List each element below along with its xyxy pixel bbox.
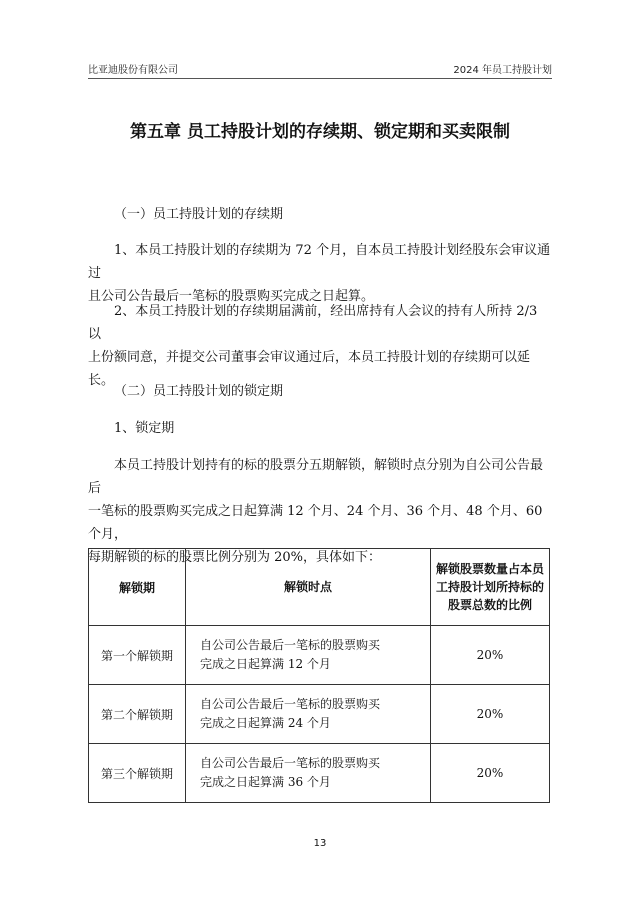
cell-time: 自公司公告最后一笔标的股票购买 完成之日起算满 36 个月 xyxy=(186,744,431,803)
cell-ratio: 20% xyxy=(431,626,550,685)
col-header-time: 解锁时点 xyxy=(186,549,431,626)
col-header-ratio: 解锁股票数量占本员 工持股计划所持标的 股票总数的比例 xyxy=(431,549,550,626)
section1-para2: 2、本员工持股计划的存续期届满前，经出席持有人会议的持有人所持 2/3 以 上份额同意，并提交公司董事会审议通过后，本员工持股计划的存续期可以延长。 xyxy=(88,304,538,388)
cell-period: 第一个解锁期 xyxy=(89,626,186,685)
col-header-period: 解锁期 xyxy=(89,549,186,626)
table-header-row xyxy=(89,549,550,626)
table-row xyxy=(89,626,550,685)
chapter-title: 第五章 员工持股计划的存续期、锁定期和买卖限制 xyxy=(130,122,510,142)
header-rule xyxy=(88,78,552,79)
cell-ratio: 20% xyxy=(431,685,550,744)
header-doc-title: 2024 年员工持股计划 xyxy=(453,65,552,76)
header-company: 比亚迪股份有限公司 xyxy=(88,65,178,76)
cell-period: 第三个解锁期 xyxy=(89,744,186,803)
table-row xyxy=(89,685,550,744)
section1-para1: 1、本员工持股计划的存续期为 72 个月，自本员工持股计划经股东会审议通过 且公司公告最后一笔标的股票购买完成之日起算。 xyxy=(88,243,551,304)
section2-subheading: 1、锁定期 xyxy=(114,421,175,436)
cell-period: 第二个解锁期 xyxy=(89,685,186,744)
cell-time: 自公司公告最后一笔标的股票购买 完成之日起算满 12 个月 xyxy=(186,626,431,685)
section2-heading: （二）员工持股计划的锁定期 xyxy=(114,384,284,399)
table-row xyxy=(89,744,550,803)
unlock-schedule-table xyxy=(88,548,550,803)
cell-time: 自公司公告最后一笔标的股票购买 完成之日起算满 24 个月 xyxy=(186,685,431,744)
page-header xyxy=(88,60,552,76)
section1-heading: （一）员工持股计划的存续期 xyxy=(114,207,284,222)
page-number: 13 xyxy=(313,838,327,849)
section2-para: 本员工持股计划持有的标的股票分五期解锁，解锁时点分别为自公司公告最后 一笔标的股票购买完成之日起算满 12 个月、24 个月、36 个月、48 个月、60 个月， 每期解锁的标的股票比例分别为 20%，具体如下： xyxy=(88,458,544,565)
cell-ratio: 20% xyxy=(431,744,550,803)
